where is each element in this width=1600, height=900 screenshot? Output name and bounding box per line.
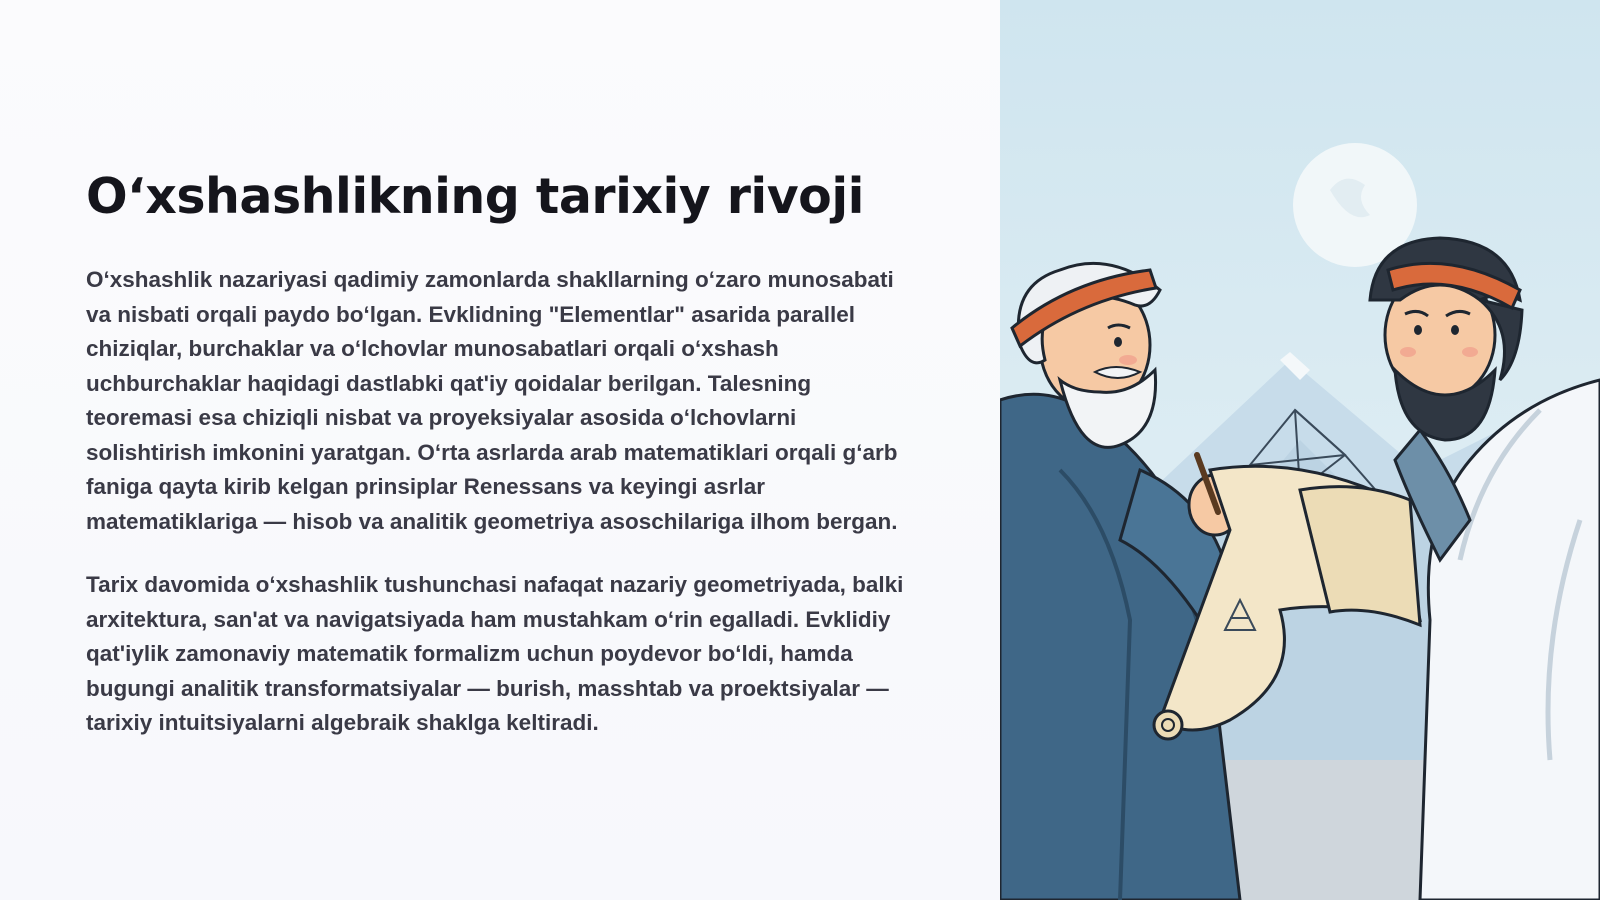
paragraph-history-origins: O‘xshashlik nazariyasi qadimiy zamonlarda shakllarning o‘zaro munosabati va nisbati orqali paydo bo‘lgan. Evklidning "Elementlar" asarida parallel chiziqlar, burchaklar va o‘lchovlar munosabatlari orqali o‘xshash uchburchaklar haqidagi dastlabki qat'iy qoidalar berilgan. Talesning teoremasi esa chiziqli nisbat va proyeksiyalar asosida o‘lchovlarni solishtirish imkonini yaratgan. O‘rta asrlarda arab matematiklari orqali g‘arb faniga qayta kirib kelgan prinsiplar Renessans va keyingi asrlar matematiklariga — hisob va analitik geometriya asoschilariga ilhom bergan. [86, 267, 898, 534]
scholars-illustration [1000, 0, 1600, 900]
illustration-panel [1000, 0, 1600, 900]
slide-title: O‘xshashlikning tarixiy rivoji [86, 168, 864, 225]
paragraph-modern-legacy: Tarix davomida o‘xshashlik tushunchasi nafaqat nazariy geometriyada, balki arxitektura, san'at va navigatsiyada ham mustahkam o‘rin egalladi. Evklidiy qat'iylik zamonaviy matematik formalizm uchun poydevor bo‘ldi, hamda bugungi analitik transformatsiyalar — burish, masshtab va proektsiyalar — tarixiy intuitsiyalarni algebraik shaklga keltiradi. [86, 572, 904, 735]
